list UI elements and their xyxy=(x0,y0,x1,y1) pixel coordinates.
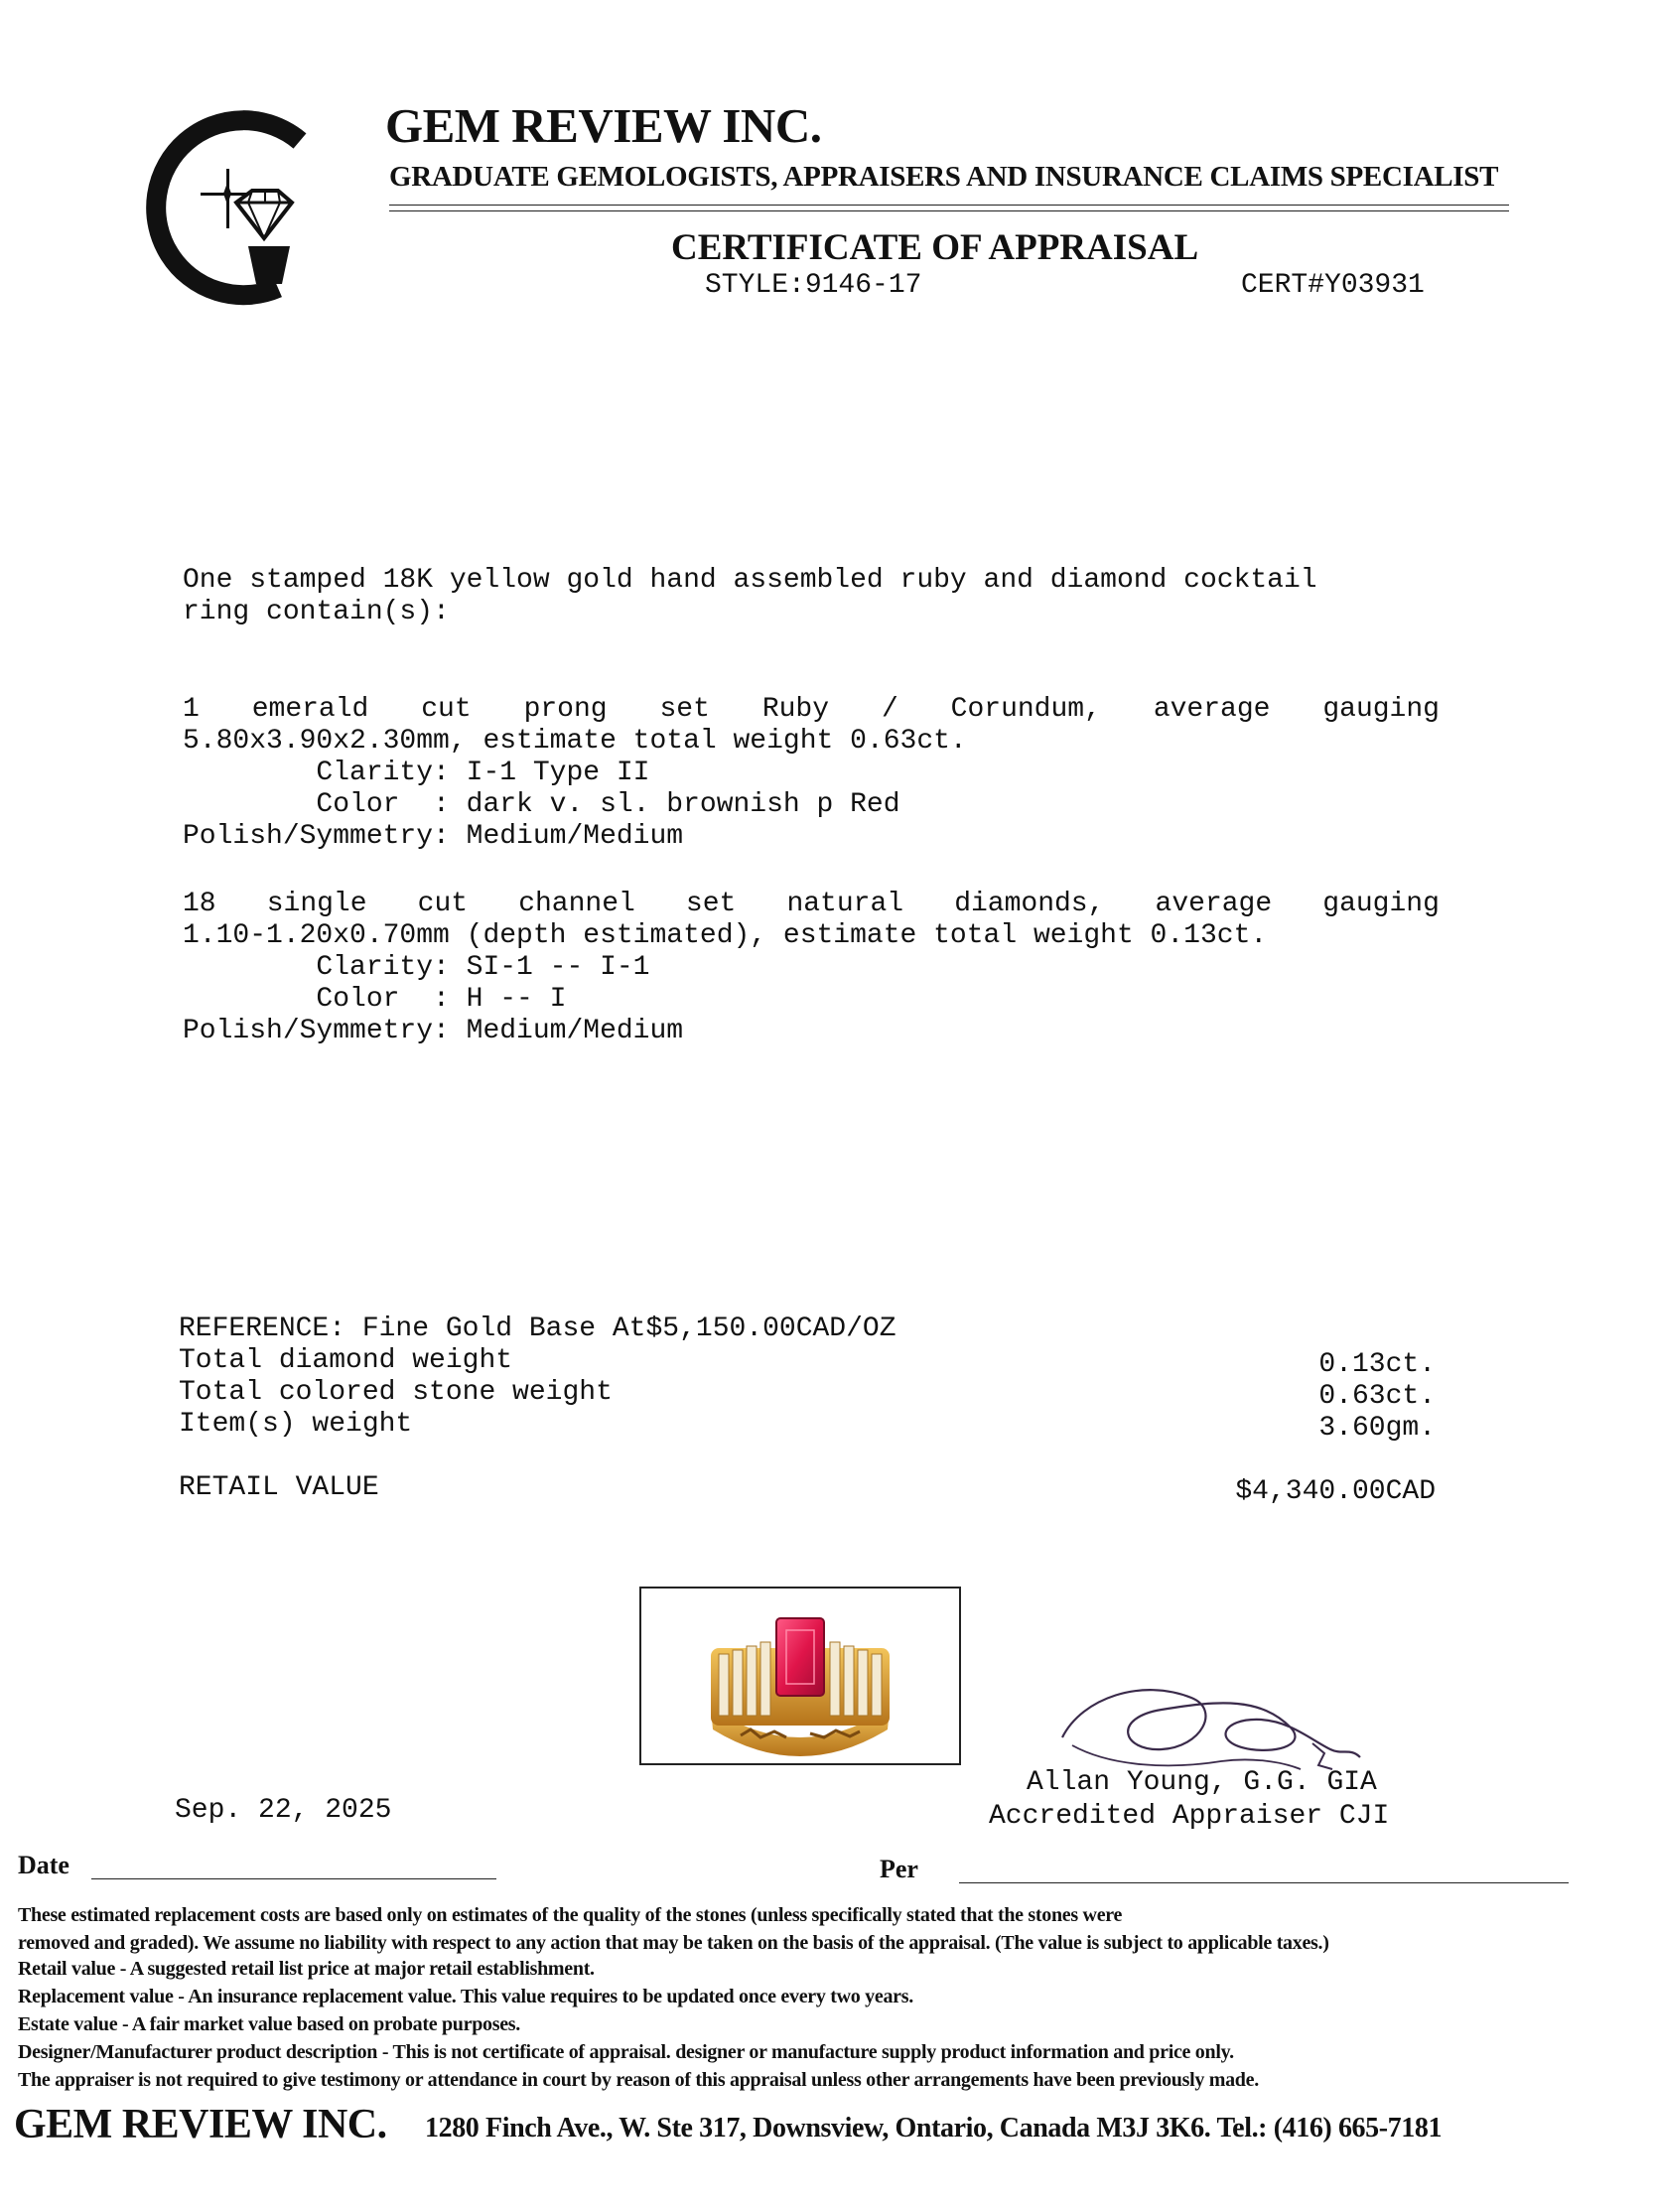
footer-company-name: GEM REVIEW INC. xyxy=(14,2102,387,2147)
ruby-line-1-word: Corundum, xyxy=(950,694,1101,725)
header-rule-bottom xyxy=(389,210,1509,211)
diamonds-line-1-word: set xyxy=(685,889,737,919)
per-label: Per xyxy=(880,1855,918,1883)
ruby-line-1-word: cut xyxy=(421,694,472,725)
appraisal-date: Sep. 22, 2025 xyxy=(175,1795,392,1826)
ring-photo xyxy=(639,1587,961,1765)
disclaimer-line: Replacement value - An insurance replacement value. This value requires to be updated once every two years. xyxy=(18,1986,913,2007)
appraiser-name: Allan Young, G.G. GIA xyxy=(1027,1767,1377,1798)
ruby-line-1 xyxy=(183,693,1440,726)
total-diamond-weight-value: 0.13ct. xyxy=(1318,1349,1436,1380)
company-logo xyxy=(129,107,328,306)
per-signature-line xyxy=(959,1882,1569,1883)
diamonds-line-2: 1.10-1.20x0.70mm (depth estimated), estimate total weight 0.13ct. xyxy=(183,920,1268,951)
total-colored-stone-weight-label: Total colored stone weight xyxy=(179,1377,613,1408)
ruby-clarity: Clarity: I-1 Type II xyxy=(183,758,650,788)
item-description-line-1: One stamped 18K yellow gold hand assembled ruby and diamond cocktail xyxy=(183,565,1317,596)
header-rule-top xyxy=(389,205,1509,206)
diamonds-polish-symmetry: Polish/Symmetry: Medium/Medium xyxy=(183,1016,684,1046)
ruby-line-1-word: average xyxy=(1153,694,1271,725)
diamonds-line-1-word: gauging xyxy=(1322,889,1440,919)
company-title: GEM REVIEW INC. xyxy=(385,98,822,153)
diamonds-line-1 xyxy=(183,888,1440,920)
ring-illustration xyxy=(641,1589,959,1763)
disclaimer-line: The appraiser is not required to give testimony or attendance in court by reason of this appraisal unless other arrangements have been previously made. xyxy=(18,2069,1259,2091)
disclaimer-line: These estimated replacement costs are based only on estimates of the quality of the stones (unless specifically stated that the stones were xyxy=(18,1904,1123,1926)
disclaimer-line: removed and graded). We assume no liability with respect to any action that may be taken on the basis of the appraisal. (The value is subject to applicable taxes.) xyxy=(18,1932,1329,1954)
total-diamond-weight-label: Total diamond weight xyxy=(179,1345,513,1376)
item-weight-value: 3.60gm. xyxy=(1318,1413,1436,1444)
ruby-line-1-word: set xyxy=(659,694,710,725)
diamonds-line-1-word: 18 xyxy=(183,889,216,919)
ruby-line-1-word: prong xyxy=(523,694,608,725)
ruby-line-1-word: gauging xyxy=(1322,694,1440,725)
style-number: STYLE:9146-17 xyxy=(705,270,922,301)
disclaimer-line: Retail value - A suggested retail list price at major retail establishment. xyxy=(18,1958,595,1980)
footer-address: 1280 Finch Ave., W. Ste 317, Downsview, Ontario, Canada M3J 3K6. Tel.: (416) 665-7181 xyxy=(425,2113,1443,2143)
item-weight-label: Item(s) weight xyxy=(179,1409,413,1440)
appraiser-credential: Accredited Appraiser CJI xyxy=(989,1801,1390,1832)
retail-value-amount: $4,340.00CAD xyxy=(1235,1476,1436,1507)
diamonds-line-1-word: diamonds, xyxy=(954,889,1105,919)
ruby-line-1-word: / xyxy=(881,694,898,725)
ruby-line-1-word: emerald xyxy=(251,694,369,725)
disclaimer-line: Estate value - A fair market value based on probate purposes. xyxy=(18,2013,520,2035)
diamond-icon xyxy=(236,191,292,238)
diamonds-line-1-word: average xyxy=(1155,889,1273,919)
diamonds-line-1-word: natural xyxy=(786,889,904,919)
certificate-title: CERTIFICATE OF APPRAISAL xyxy=(671,227,1199,268)
diamonds-clarity: Clarity: SI-1 -- I-1 xyxy=(183,952,650,983)
diamonds-line-1-word: cut xyxy=(417,889,469,919)
ruby-line-2: 5.80x3.90x2.30mm, estimate total weight 0.63ct. xyxy=(183,726,967,757)
reference-gold-base: REFERENCE: Fine Gold Base At$5,150.00CAD/OZ xyxy=(179,1313,896,1344)
total-colored-stone-weight-value: 0.63ct. xyxy=(1318,1381,1436,1412)
ruby-line-1-word: Ruby xyxy=(761,694,830,725)
diamonds-line-1-word: single xyxy=(266,889,367,919)
ruby-color: Color : dark v. sl. brownish p Red xyxy=(183,789,900,820)
ruby-line-1-word: 1 xyxy=(183,694,200,725)
date-label: Date xyxy=(18,1851,69,1879)
company-subtitle: GRADUATE GEMOLOGISTS, APPRAISERS AND INSURANCE CLAIMS SPECIALIST xyxy=(389,161,1499,193)
diamonds-line-1-word: channel xyxy=(518,889,635,919)
date-signature-line xyxy=(91,1878,496,1879)
item-description-line-2: ring contain(s): xyxy=(183,597,450,627)
ruby-polish-symmetry: Polish/Symmetry: Medium/Medium xyxy=(183,821,684,852)
disclaimer-line: Designer/Manufacturer product description - This is not certificate of appraisal. designer or manufacture supply product information and price only. xyxy=(18,2041,1234,2063)
retail-value-label: RETAIL VALUE xyxy=(179,1472,379,1503)
diamonds-color: Color : H -- I xyxy=(183,984,567,1015)
certificate-number: CERT#Y03931 xyxy=(1241,270,1425,301)
